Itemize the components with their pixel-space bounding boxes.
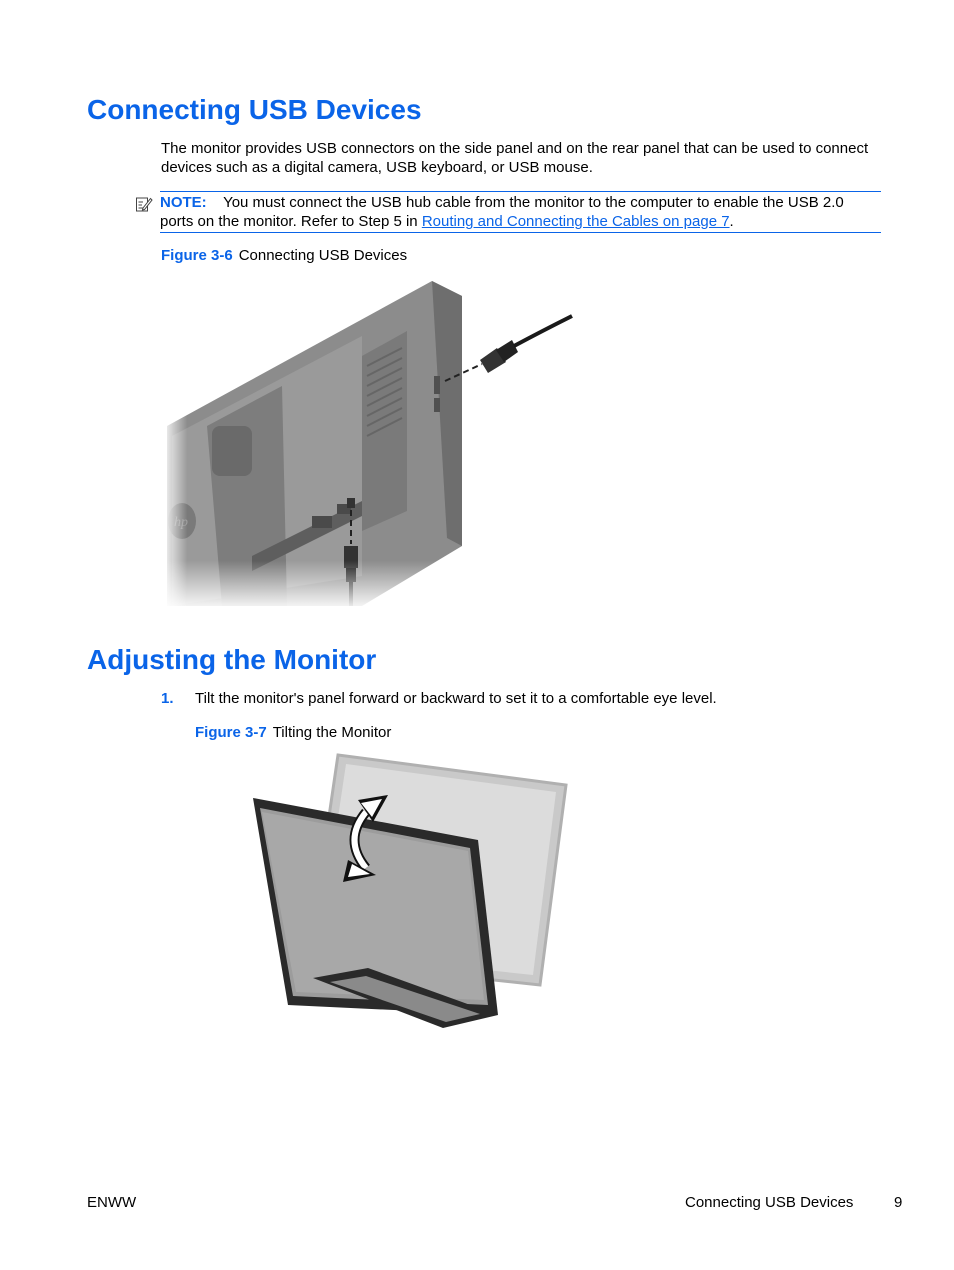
footer-section: Connecting USB Devices [685, 1194, 854, 1211]
figure-caption-text: Tilting the Monitor [272, 724, 392, 741]
figure-number: Figure 3-7 [195, 724, 267, 741]
figure-3-6-caption [161, 246, 407, 265]
intro-paragraph: The monitor provides USB connectors on the side panel and on the rear panel that can be used to connect devices such as a digital camera, USB keyboard, or USB mouse. [161, 140, 869, 176]
note-box [160, 191, 881, 233]
page-number: 9 [894, 1194, 903, 1211]
footer-left: ENWW [87, 1194, 137, 1211]
figure-usb-illustration [162, 276, 582, 611]
figure-3-7-caption [195, 723, 391, 742]
note-pencil-icon [135, 195, 153, 213]
note-label: NOTE: [160, 194, 207, 211]
step-1-number: 1. [161, 690, 174, 707]
figure-tilt-illustration [248, 750, 570, 1035]
note-text: You must connect the USB hub cable from the monitor to the computer to enable the USB 2.0 ports on the monitor. Refer to Step 5 in [160, 194, 844, 230]
note-text-end: . [729, 213, 734, 230]
figure-caption-text: Connecting USB Devices [238, 247, 408, 264]
section-title-connecting-usb: Connecting USB Devices [87, 94, 422, 125]
section-title-adjusting-monitor: Adjusting the Monitor [87, 644, 377, 675]
step-1-text: Tilt the monitor's panel forward or backward to set it to a comfortable eye level. [195, 690, 717, 707]
routing-cables-link[interactable]: Routing and Connecting the Cables on page 7 [421, 213, 730, 230]
figure-number: Figure 3-6 [161, 247, 233, 264]
